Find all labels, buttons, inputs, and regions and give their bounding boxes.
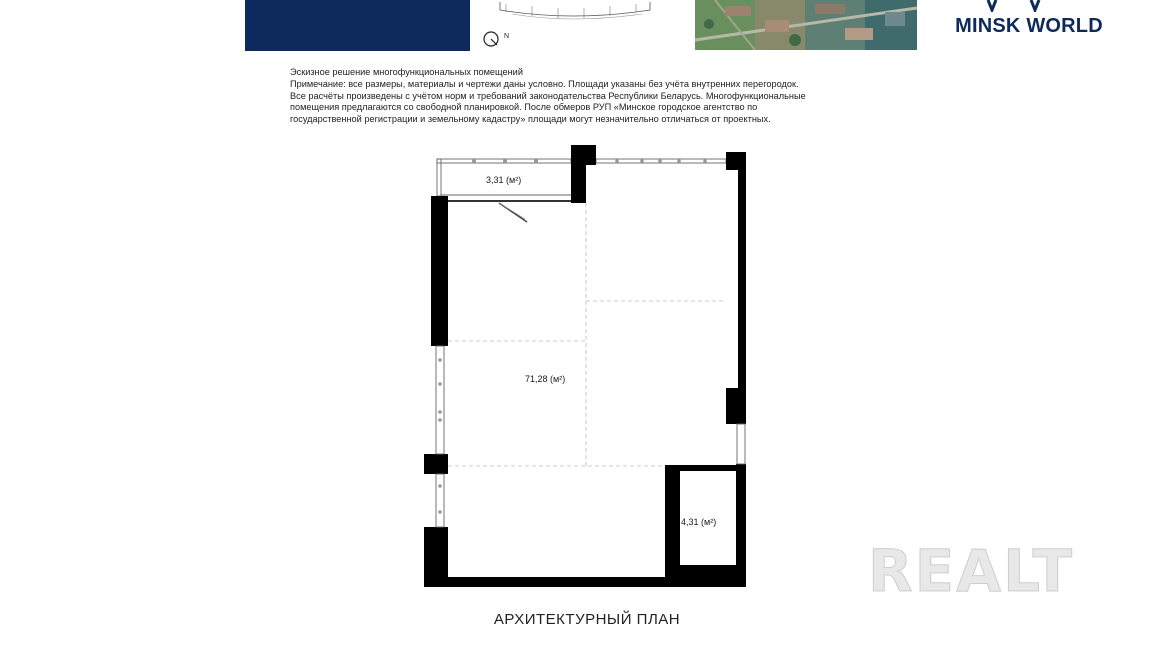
brand-name: MINSK WORLD [955, 15, 1103, 37]
notes-line: Примечание: все размеры, материалы и чертежи даны условно. Площади указаны без учёта внутренних перегородок. [290, 78, 799, 89]
notes-line: государственной регистрации и земельному кадастру» площади могут незначительно отличаться от проектных. [290, 114, 771, 125]
zoning-lines [448, 203, 726, 466]
room-area-main-hall: 71,28 (м²) [525, 374, 566, 384]
room-area-bathroom: 4,31 (м²) [681, 517, 717, 527]
room-area-balcony: 3,31 (м²) [486, 175, 522, 185]
plan-title: АРХИТЕКТУРНЫЙ ПЛАН [493, 611, 681, 628]
notes-line: Эскизное решение многофункциональных помещений [290, 67, 523, 77]
notes-line: помещения предлагаются со свободной планировкой. После обмеров РУП «Минское городское агентство по [290, 102, 758, 113]
notes-line: Все расчёты произведены с учётом норм и требований законодательства Республики Беларусь. Многофункциональные [290, 90, 806, 101]
left-window [436, 346, 444, 527]
compass-label: N [504, 33, 510, 40]
watermark: REALT [868, 537, 1075, 605]
